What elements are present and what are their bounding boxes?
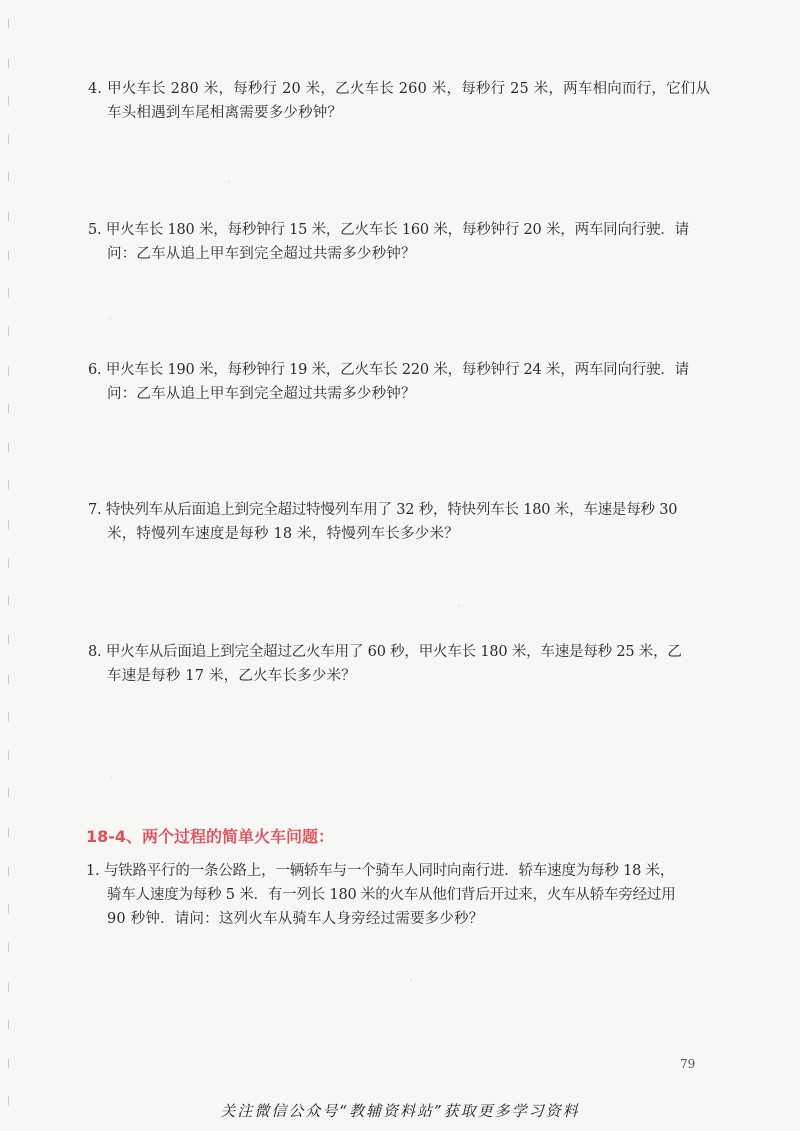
problem-text: 与铁路平行的一条公路上，一辆轿车与一个骑车人同时向南行进．轿车速度为每秒 18 米， <box>103 863 675 879</box>
problem-line <box>88 358 708 382</box>
problem-number: 5. <box>88 222 102 238</box>
page-number: 79 <box>680 1057 696 1071</box>
problem-text: 甲火车从后面追上到完全超过乙火车用了 60 秒，甲火车长 180 米，车速是每秒 25 米，乙 <box>105 644 682 660</box>
section-title: 18-4、两个过程的简单火车问题： <box>86 827 335 846</box>
problem-line <box>88 218 708 242</box>
problem-text: 米，特慢列车速度是每秒 18 米，特慢列车长多少米？ <box>107 526 459 542</box>
problem-text: 骑车人速度为每秒 5 米．有一列长 180 米的火车从他们背后开过来，火车从轿车旁经过用 <box>107 887 676 903</box>
problem-line <box>88 498 708 522</box>
footer-note: 关注微信公众号“教辅资料站”获取更多学习资料 <box>220 1102 580 1120</box>
binding-marks <box>8 0 14 1131</box>
scan-speck <box>458 605 460 606</box>
problem-text: 问：乙车从追上甲车到完全超过共需多少秒钟？ <box>107 246 416 262</box>
problem-text: 问：乙车从追上甲车到完全超过共需多少秒钟？ <box>107 386 416 402</box>
problem-7 <box>88 498 708 546</box>
section-problem-1 <box>86 859 716 931</box>
scan-speck <box>109 318 111 319</box>
problem-number: 8. <box>88 644 102 660</box>
problem-4 <box>88 77 711 125</box>
scan-speck <box>228 181 230 182</box>
problem-number: 4. <box>88 81 103 97</box>
problem-line <box>88 640 708 664</box>
problem-text: 特快列车从后面追上到完全超过特慢列车用了 32 秒，特快列车长 180 米，车速是每秒 30 <box>105 502 678 518</box>
problem-text: 甲火车长 280 米，每秒行 20 米，乙火车长 260 米，每秒行 25 米，两车相向而行，它们从 <box>107 81 711 97</box>
problem-text: 90 秒钟．请问：这列火车从骑车人身旁经过需要多少秒？ <box>107 911 484 927</box>
problem-text: 车速是每秒 17 米，乙火车长多少米？ <box>107 668 356 684</box>
scan-speck <box>110 777 112 778</box>
problem-line <box>88 77 711 101</box>
problem-5 <box>88 218 708 266</box>
problem-6 <box>88 358 708 406</box>
problem-text: 甲火车长 180 米，每秒钟行 15 米，乙火车长 160 米，每秒钟行 20 米，两车同向行驶．请 <box>105 222 689 238</box>
problem-text: 甲火车长 190 米，每秒钟行 19 米，乙火车长 220 米，每秒钟行 24 米，两车同向行驶．请 <box>105 362 689 378</box>
problem-number: 6. <box>88 362 102 378</box>
scan-speck <box>410 980 412 981</box>
problem-text: 车头相遇到车尾相离需要多少秒钟？ <box>107 105 343 121</box>
problem-number: 1. <box>86 863 100 879</box>
problem-line <box>86 859 716 883</box>
problem-number: 7. <box>88 502 102 518</box>
problem-8 <box>88 640 708 688</box>
